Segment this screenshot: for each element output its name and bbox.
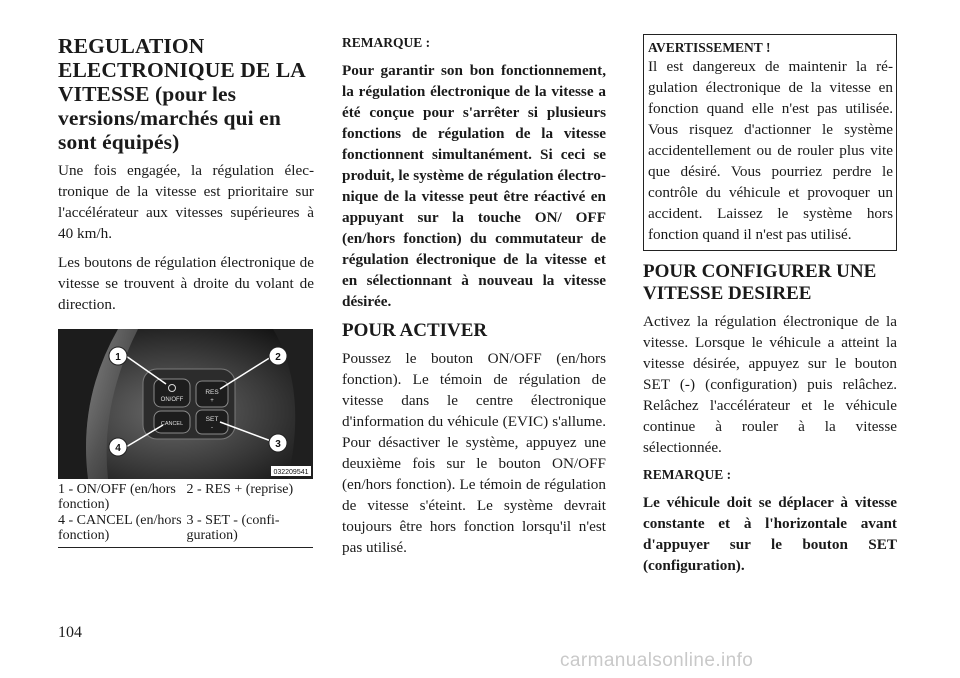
set-speed-heading: POUR CONFIGURER UNE VITESSE DESIREE bbox=[643, 261, 877, 304]
legend-row bbox=[58, 514, 313, 543]
res-button-label: RES bbox=[205, 389, 219, 396]
callout-1 bbox=[109, 347, 127, 365]
intro-paragraph: Une fois engagée, la régulation électronique de la vitesse est prioritaire sur l'accélérateur aux vitesses supérieures à 40 km/h. bbox=[58, 162, 314, 242]
callout-3 bbox=[269, 434, 287, 452]
set-minus-sign: - bbox=[211, 425, 213, 431]
note-text: Le véhicule doit se déplacer à vitesse constante et à l'horizontale avant d'appuyer sur le bouton SET (configuration). bbox=[643, 494, 897, 574]
activate-paragraph: Poussez le bouton ON/OFF (en/hors fonction). Le témoin de régulation de vitesse dans le centre électronique d'information du véhicule (EVIC) s'allume. Pour désactiver le système, appuyez une deuxième fois sur le bouton ON/OFF (en/hors fonction). Le témoin de régulation de vitesse s'éteint. Le système devrait toujours être hors fonction lorsqu'il n'est pas utilisé. bbox=[342, 350, 606, 556]
callout-4 bbox=[109, 438, 127, 456]
activate-heading: POUR ACTIVER bbox=[342, 320, 488, 341]
image-code-tag bbox=[271, 466, 311, 476]
set-button-label: SET bbox=[205, 416, 219, 423]
on-off-button[interactable] bbox=[154, 379, 190, 407]
note-text: Pour garantir son bon fonctionnement, la régulation électronique de la vitesse a été conçue pour s'arrêter si plusieurs fonctions de régulation de la vitesse fonctionnent simultanément. Si ceci se produit, le système de régulation électronique de la vitesse peut être réactivé en appuyant sur la touche ON/ OFF (en/hors fonction) du commutateur de régulation électronique de la vitesse et en sélectionnant à nouveau la vitesse désirée. bbox=[342, 62, 606, 310]
warning-box bbox=[643, 34, 897, 251]
steering-wheel-controls-figure bbox=[58, 329, 313, 479]
warning-text: Il est dangereux de maintenir la régulation électronique de la vitesse en fonction quand elle n'est pas utilisée. Vous risquez d'actionner le système accidentellement ou de rouler plus vite que désiré. Vous pourriez perdre le contrôle du véhicule et provoquer un accident. Laissez le système hors fonction quand il n'est pas utilisé. bbox=[648, 58, 893, 243]
legend-item-res: 2 - RES + (reprise) bbox=[186, 482, 294, 497]
figure-legend bbox=[58, 483, 313, 548]
legend-item-on-off: 1 - ON/OFF (en/hors fonction) bbox=[58, 482, 176, 512]
note-label: REMARQUE : bbox=[342, 35, 431, 50]
middle-column bbox=[342, 34, 606, 566]
cancel-button-label: CANCEL bbox=[160, 421, 184, 427]
left-column bbox=[58, 34, 314, 548]
res-plus-sign: + bbox=[210, 398, 214, 404]
right-column bbox=[643, 34, 897, 584]
note-label: REMARQUE : bbox=[643, 467, 732, 482]
set-button[interactable] bbox=[196, 410, 228, 434]
warning-title: AVERTISSEMENT ! bbox=[648, 40, 771, 55]
section-title: REGULATION ELECTRONIQUE DE LA VITESSE (pour les versions/marchés qui en sont équipés) bbox=[58, 34, 305, 154]
callout-3-number: 3 bbox=[275, 439, 281, 450]
legend-row bbox=[58, 483, 313, 512]
set-speed-paragraph: Activez la régulation électronique de la vitesse. Lorsque le véhicule a atteint la vitesse désirée, appuyez sur le bouton SET (-) (configuration) puis relâchez. Relâchez l'accélérateur et le véhicule continue à rouler à la vitesse sélectionnée. bbox=[643, 313, 897, 456]
callout-2 bbox=[269, 347, 287, 365]
watermark: carmanualsonline.info bbox=[560, 650, 754, 671]
callout-4-number: 4 bbox=[115, 443, 121, 454]
legend-item-set: 3 - SET - (configuration) bbox=[186, 513, 280, 543]
callout-1-number: 1 bbox=[115, 352, 121, 363]
page-number: 104 bbox=[58, 624, 82, 641]
image-code: 032209541 bbox=[273, 469, 309, 476]
callout-2-number: 2 bbox=[275, 352, 281, 363]
legend-item-cancel: 4 - CANCEL (en/hors fonction) bbox=[58, 513, 182, 543]
buttons-location-paragraph: Les boutons de régulation électronique de vitesse se trouvent à droite du volant de direction. bbox=[58, 254, 314, 313]
cancel-button[interactable] bbox=[154, 411, 190, 433]
res-button[interactable] bbox=[196, 381, 228, 407]
on-off-button-label: ON/OFF bbox=[160, 397, 184, 403]
